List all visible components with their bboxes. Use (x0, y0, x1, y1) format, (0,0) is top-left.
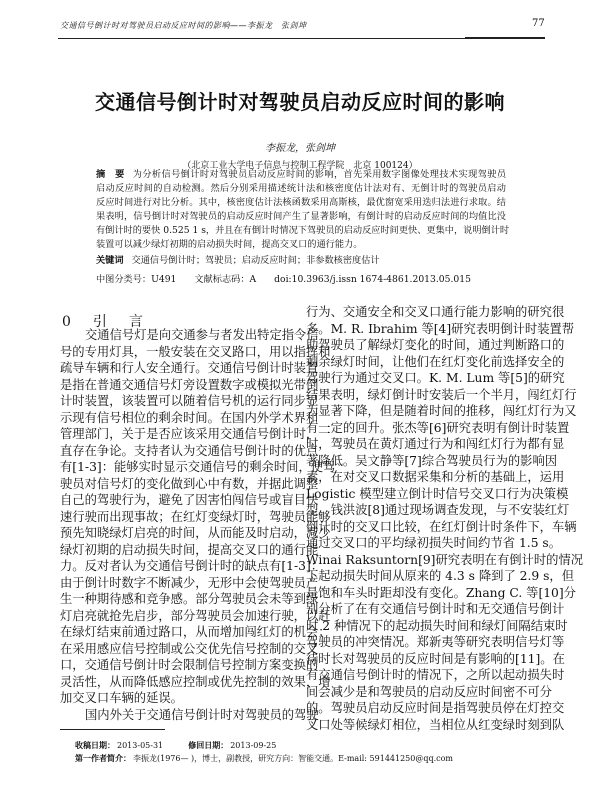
right-column (306, 304, 584, 733)
affiliation: （北京工业大学电子信息与控制工程学院 北京 100124） (182, 161, 418, 171)
author-bio: 李振龙(1976— )，博士，副教授，研究方向：智能交通。E-mail: 591441250@qq.com (133, 754, 454, 763)
abstract-text: 反应时间进行对比分析。其中，核密度估计法核函数采用高斯核，最优窗宽采用迭归法进行求取。结 (96, 197, 506, 208)
document-code: 文献标志码：A (194, 274, 257, 285)
abstract-line (96, 238, 506, 252)
body-line: 驶员对信号灯的变化做到心中有数，并据此调整 (60, 476, 319, 491)
paper-title: 交通信号倒计时对驾驶员启动反应时间的影响 (95, 90, 505, 114)
body-line: 通过交叉口的平均绿初损失时间约节省 1.5 s。 (306, 536, 562, 550)
body-line: 生一种期待感和竞争感。部分驾驶员会未等到绿 (60, 592, 319, 606)
body-line: 时，驾驶员在黄灯通过行为和闯红灯行为都有显 (306, 437, 565, 451)
section-heading: 0 引 言 (62, 314, 147, 330)
body-line: 绿灯初期的启动损失时间，提高交叉口的通行能 (60, 542, 319, 557)
doi: doi:10.3963/j.issn 1674-4861.2013.05.015 (274, 274, 471, 285)
body-line: 多。M. R. Ibrahim 等[4]研究表明倒计时装置帮 (306, 321, 575, 336)
body-line: 自己的驾驶行为，避免了因害怕闯信号或盲目快 (60, 493, 319, 507)
body-line: 著降低。吴文静等[7]综合驾驶员行为的影响因 (306, 453, 558, 468)
header-rule-thick (465, 37, 545, 39)
body-line: 加交叉口车辆的延误。 (60, 691, 183, 705)
body-line: 驾驶行为通过交叉口。K. M. Lum 等[5]的研究 (306, 371, 565, 385)
body-line: 剩余绿灯时间，让他们在红灯变化前选择安全的 (306, 354, 565, 369)
keywords-label: 关键词 (96, 255, 124, 266)
body-line: 素，在对交叉口数据采集和分析的基础上，运用 (306, 470, 565, 484)
received-label: 收稿日期： (75, 740, 115, 750)
abstract-text: 果表明，信号倒计时对驾驶员的启动反应时间产生了显著影响，有倒计时的启动反应时间的均值比没 (96, 211, 506, 222)
body-line: 的。驾驶员启动反应时间是指驾驶员停在灯控交 (306, 701, 565, 715)
body-line: 在绿灯结束前通过路口，从而增加闯红灯的机会； (60, 625, 331, 639)
body-line: 驾驶员的冲突情况。郑新夷等研究表明信号灯等 (306, 635, 565, 649)
footnote-author (75, 753, 453, 764)
abstract-line (96, 224, 510, 238)
revised-date: 2013-09-25 (230, 741, 277, 750)
footnote-rule (60, 729, 165, 730)
body-line: 号的专用灯具，一般安装在交叉路口，用以指挥和 (60, 344, 331, 359)
body-line: 直存在争论。支持者认为交通信号倒计时的优点 (60, 443, 319, 458)
body-line: 有[1-3]：能够实时显示交通信号的剩余时间，使驾 (60, 460, 336, 474)
body-line: 灵活性，从而降低感应控制或优先控制的效果，增 (60, 674, 331, 689)
abstract-text: 启动反应时间的自动检测。然后分别采用描述统计法和核密度估计法对有、无倒计时的驾驶员启动 (96, 183, 506, 194)
body-line: 国内外关于交通信号倒计时对驾驶员的驾驶 (85, 707, 319, 722)
body-line: 下起动损失时间从原来的 4.3 s 降到了 2.9 s，但 (306, 569, 575, 583)
body-line: 预先知晓绿灯启亮的时间，从而能及时启动，减少 (60, 526, 331, 540)
keywords-text: 交通信号倒计时；驾驶员；启动反应时间；非参数核密度估计 (131, 255, 380, 266)
abstract-line (96, 210, 506, 224)
abstract (96, 168, 510, 252)
author-bio-label: 第一作者简介： (75, 753, 131, 763)
body-line: 管理部门，关于是否应该采用交通信号倒计时，一 (60, 427, 331, 441)
authors: 李振龙，张剑坤 (265, 143, 335, 154)
clc-number: 中图分类号：U491 (96, 274, 177, 285)
body-line: 型。钱洪波[8]通过现场调查发现，与不安装红灯 (306, 503, 570, 517)
abstract-line (96, 182, 506, 196)
footnote-dates (75, 740, 276, 751)
body-line: 是饱和车头时距却没有变化。Zhang C. 等[10]分 (306, 585, 576, 600)
body-line: 口，交通信号倒计时会限制信号控制方案变换的 (60, 658, 319, 672)
body-line: 计时装置，该装置可以随着信号机的运行同步显 (60, 394, 319, 408)
abstract-label: 摘 要 (96, 169, 125, 180)
body-line: 待时长对驾驶员的反应时间是有影响的[11]。在 (306, 651, 565, 666)
body-line: 有交通信号倒计时的情况下，之所以起动损失时 (306, 668, 565, 682)
running-header-title: 交通信号倒计时对驾驶员启动反应时间的影响——李振龙 张剑坤 (60, 21, 307, 30)
body-line: 间会减少是和驾驶员的启动反应时间密不可分 (306, 684, 552, 699)
classification (96, 271, 489, 285)
body-line: 叉口处等候绿灯相位，当相位从红变绿时刻到队 (306, 717, 565, 732)
body-line: 灯启亮就抢先启步，部分驾驶员会加速行驶，以赶 (60, 608, 331, 623)
body-line: Winai Raksuntorn[9]研究表明在有倒计时的情况 (306, 552, 584, 567)
revised-label: 修回日期： (188, 740, 229, 750)
keywords (96, 252, 380, 266)
body-line: Logistic 模型建立倒计时信号交叉口行为决策模 (306, 486, 569, 501)
body-line: 示现有信号相位的剩余时间。在国内外学术界和 (60, 410, 319, 425)
abstract-line (96, 196, 506, 210)
body-line: 倒计时的交叉口比较，在红灯倒计时条件下，车辆 (306, 519, 577, 534)
abstract-text: 为分析信号倒计时对驾驶员启动反应时间的影响，首先采用数字图像处理技术实现驾驶员 (132, 169, 507, 180)
body-line: 为显著下降，但是随着时间的推移，闯红灯行为又 (306, 404, 577, 418)
abstract-text: 有倒计时的要快 0.525 1 s，并且在有倒计时情况下驾驶员的启动反应时间更快、更集中，说明倒计时 (96, 225, 510, 236)
body-line: 速行驶而出现事故；在红灯变绿灯时，驾驶员能够 (60, 509, 331, 524)
abstract-text: 装置可以减少绿灯初期的启动损失时间，提高交叉口的通行能力。 (96, 239, 363, 250)
body-line: 力。反对者认为交通信号倒计时的缺点有[1-3]： (60, 559, 324, 573)
body-line: 交通信号灯是向交通参与者发出特定指令信 (85, 328, 319, 342)
received-date: 2013-05-31 (117, 741, 164, 750)
body-line: 由于倒计时数字不断减少，无形中会使驾驶员产 (60, 575, 319, 590)
body-line: 疏导车辆和行人安全通行。交通信号倒计时装置 (60, 361, 319, 375)
body-line: 在采用感应信号控制或公交优先信号控制的交叉 (60, 641, 319, 656)
body-line: 是指在普通交通信号灯旁设置数字或模拟光带倒 (60, 377, 319, 392)
page-number: 77 (532, 18, 545, 29)
body-line: 时 2 种情况下的起动损失时间和绿灯间隔结束时 (306, 618, 568, 633)
body-line: 结果表明，绿灯倒计时安装后一个半月，闯红灯行 (306, 387, 577, 402)
body-line: 行为、交通安全和交叉口通行能力影响的研究很 (306, 305, 565, 319)
body-line: 别分析了在有交通信号倒计时和无交通信号倒计 (306, 602, 565, 616)
body-line: 助驾驶员了解绿灯变化的时间，通过判断路口的 (306, 338, 565, 352)
body-line: 有一定的回升。张杰等[6]研究表明有倒计时装置 (306, 420, 570, 435)
abstract-line (96, 168, 506, 182)
left-column (60, 327, 336, 723)
